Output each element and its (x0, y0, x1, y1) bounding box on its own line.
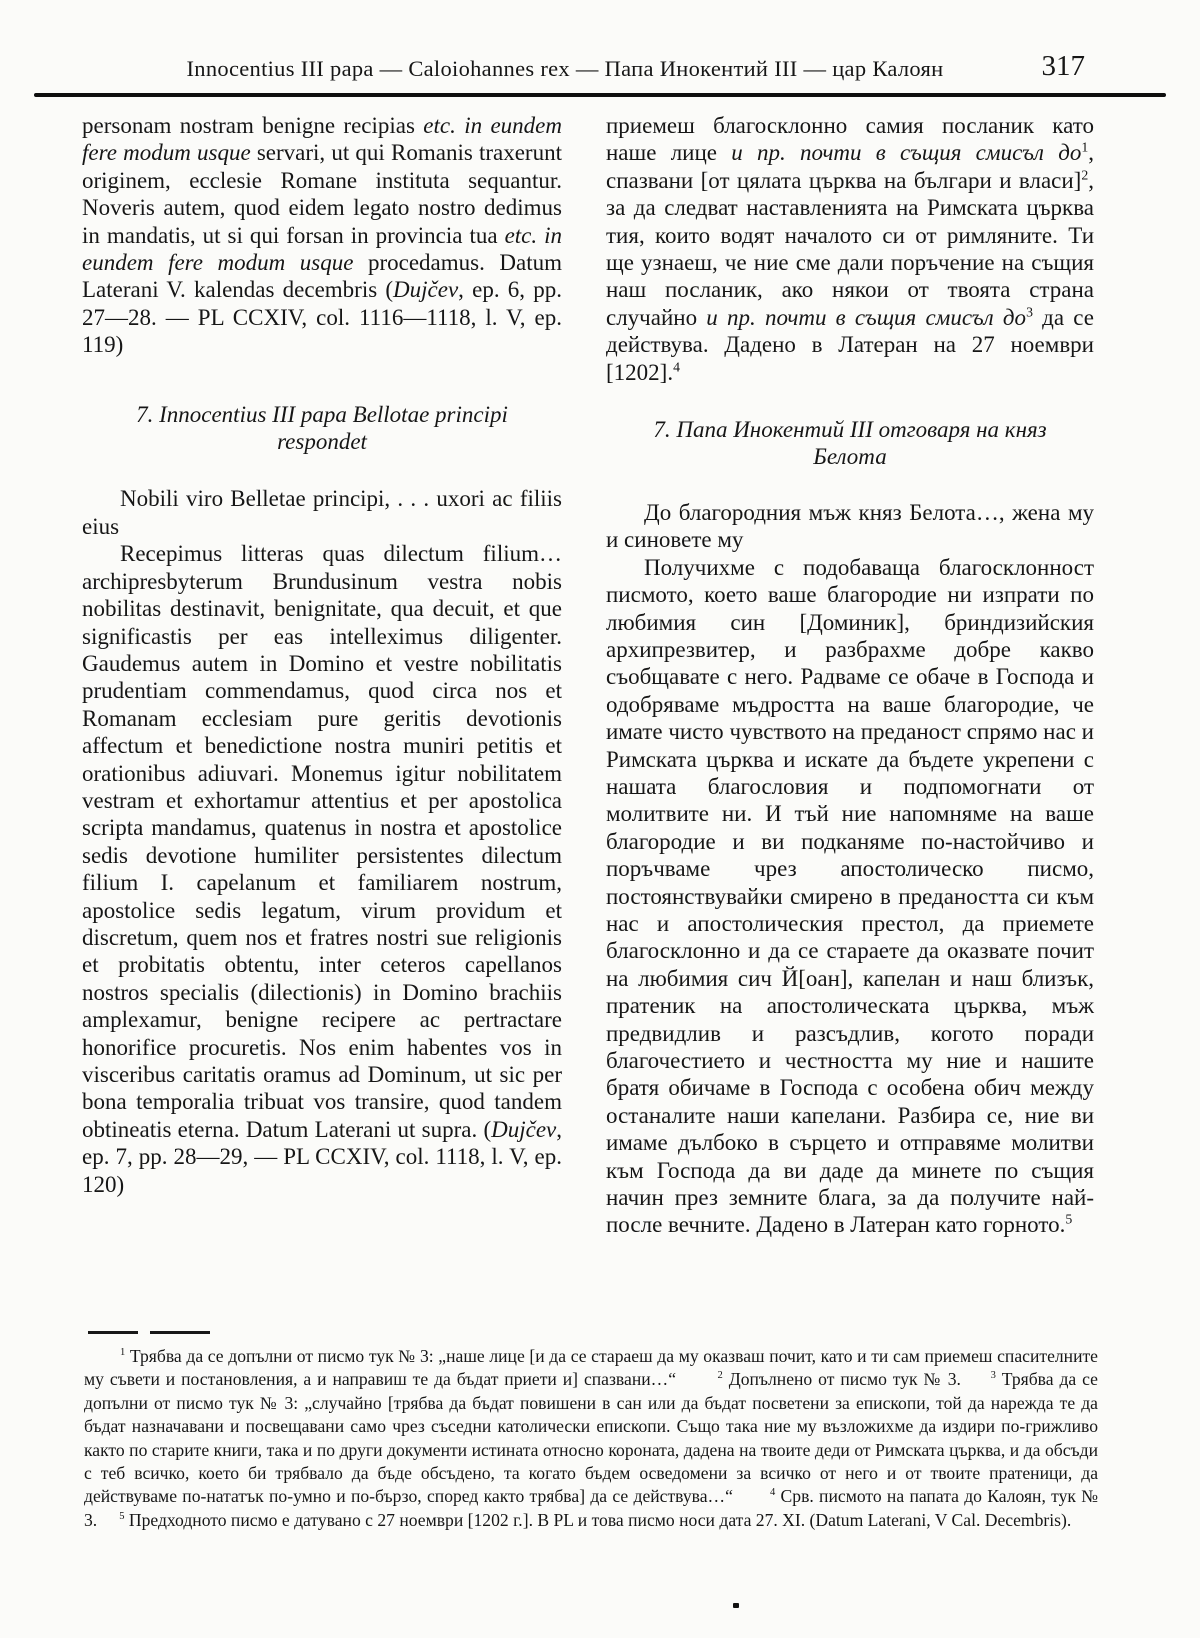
footnotes-block: $^1$ Трябва да се допълни от писмо тук № 3: „наше лице [и да се стараеш да му оказваш почит, като и ти сам приемеш спасителните му съвети и постановления, а и направиш те да бъдат приети и] спазвани…“ $^2$ Допълнено от писмо тук № 3. $^3$ Трябва да се допълни от писмо тук № 3: „случайно [трябва да бъдат повишени в сан или да бъдат посветени за епископи, той да нарежда те да бъдат назначавани и посвещавани само чрез съседни католически епископи. Също така ние му възложихме да издири по-грижливо както по старите книги, така и по други документи истината относно короната, дадена на твоите деди от Римската църква, и да обсъди с теб всичко, което би трябвало да бъде обсъдено, та когато бъдем осведомени за всичко от него и от твоите пратеници, да действуваме по-нататък по-умно и по-бързо, според както трябва] да се действува…“ $^4$ Срв. писмото на папата до Калоян, тук № 3. $^5$ Предходното писмо е датувано с 27 ноември [1202 г.]. В PL и това писмо носи дата 27. XI. (Datum Laterani, V Cal. Decembris). (84, 1346, 1098, 1530)
latin-section-heading: 7. Innocentius III papa Bellotae principi respondet (136, 401, 508, 455)
footnote-separator-2 (150, 1331, 210, 1334)
bulgarian-column (606, 112, 1094, 1239)
ink-dot-artifact (733, 1603, 739, 1608)
bulgarian-salutation: До благородния мъж княз Белота…, жена му и синовете му (606, 499, 1094, 553)
latin-salutation: Nobili viro Belletae principi, . . . uxori ac filiis eius (82, 486, 562, 539)
latin-body-paragraph: Recepimus litteras quas dilectum filium… archipresbyterum Brundusinum vestra nobis nobilitas destinavit, benignitate, qua decuit, et que significastis per eas intelleximus diligenter. Gaudemus autem in Domino et vestre nobilitatis prudentiam commendamus, quod circa nos et Romanam ecclesiam pure geritis devotionis affectum et benedictione nostra muniri petitis et orationibus adiuvari. Monemus igitur nobilitatem vestram et exhortamur attentius et per apostolica scripta mandamus, quatenus in nostra et apostolice sedis devotione humiliter persistentes dilectum filium I. capelanum et familiarem nostrum, apostolice sedis legatum, virum providum et discretum, quem nos et fratres nostri sue religionis et probitatis obtentu, inter ceteros capellanos nostros specialis (dilectionis) in Domino brachiis amplexamur, benigne recipere ac pertractare honorifice procuretis. Nos enim habentes vos in visceribus caritatis oramus ad Dominum, ut sic per bona temporalia tribuat vos transire, quod tandem obtineatis eterna. Datum Laterani ut supra. (Dujčev, ep. 7, pp. 28—29, — PL CCXIV, col. 1118, l. V, ep. 120) (82, 541, 562, 1197)
footnote-separator (88, 1331, 138, 1334)
bulgarian-opening-paragraph: приемеш благосклонно самия посланик като наше лице и пр. почти в същия смисъл $до^1$, спазвани [от цялата църква на българи и власи]$^2$, за да следват наставленията на Римската църква тия, които водят началото си от римляните. Ти ще узнаеш, че ние сме дали поръчение на същия наш посланик, ако някои от твоята страна случайно и пр. почти в същия смисъл $до^3$ да се действува. Дадено в Латеран на 27 ноември [1202].$^4$ (606, 113, 1094, 385)
page-number: 317 (1041, 50, 1085, 82)
running-head-title: Innocentius III papa — Caloiohannes rex — Папа Инокентий III — цар Калоян (186, 56, 944, 81)
header-rule (34, 93, 1166, 97)
bulgarian-section-heading: 7. Папа Инокентий III отговаря на княз Белота (653, 417, 1047, 470)
bulgarian-body-paragraph: Получихме с подобаваща благосклонност писмото, което ваше благородие ни изпрати по любимия син [Доминик], бриндизийския архипрезвитер, и разбрахме добре какво съобщавате с него. Радваме се обаче в Господа и одобряваме мъдростта на ваше благородие, че имате чисто чувството на преданост спрямо нас и Римската църква и искате да бъдете укрепени с нашата благословия и подпомогнати от молитвите ни. И тъй ние напомняме на ваше благородие и ви подканяме по-настойчиво и поръчваме чрез апостолическо писмо, постоянствувайки смирено в предаността си към нас и апостолическия престол, да приемете благосклонно и да се стараете да оказвате почит на любимия сич Й[оан], капелан и наш близък, пратеник на апостолическата църква, мъж предвидлив и разсъдлив, когото поради благочестието и честността му ние и нашите братя обичаме в Господа с особена обич между останалите наши капелани. Разбира се, ние ви имаме дълбоко в сърцето и отправяме молитви към Господа да ви даде да минете по същия начин през земните блага, за да получите най-после вечните. Дадено в Латеран като горното.$^5$ (606, 554, 1094, 1238)
latin-column (82, 112, 562, 1198)
latin-opening-paragraph: personam nostram benigne recipias etc. in eundem fere modum usque servari, ut qui Romanis traxerunt originem, ecclesie Romane instituta sequantur. Noveris autem, quod eidem legato nostro dedimus in mandatis, ut si qui forsan in provincia tua etc. in eundem fere modum usque procedamus. Datum Laterani V. kalendas decembris (Dujčev, ep. 6, pp. 27—28. — PL CCXIV, col. 1116—1118, l. V, ep. 119) (82, 113, 563, 358)
